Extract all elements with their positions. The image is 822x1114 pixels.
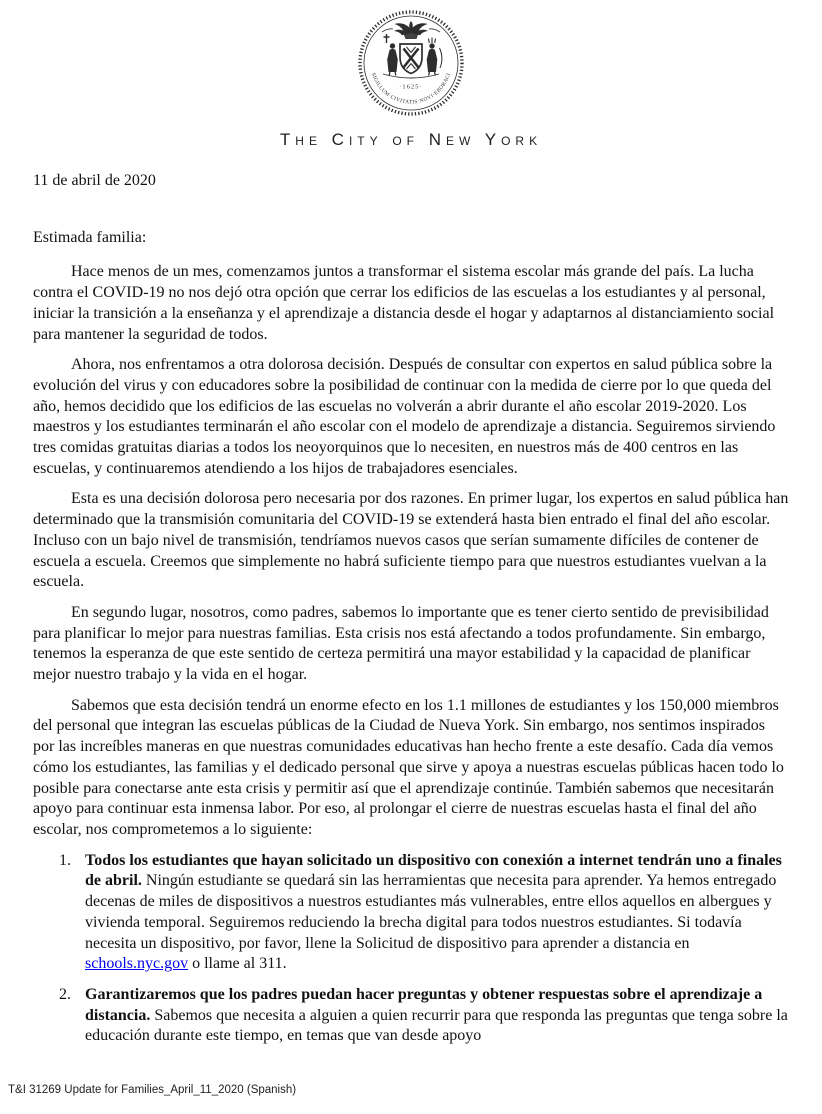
list-item-1-text: Ningún estudiante se quedará sin las herramientas que necesita para aprender. Ya hemos entregado decenas de miles de dispositivos a nuestros estudiantes más vulnerables, entre ellos aquellos en albergues y vivienda temporal. Seguiremos reduciendo la brecha digital para todos nuestros estudiantes. Si todavía necesita un dispositivo, por favor, llene la Solicitud de dispositivo para aprender a distancia en [85, 872, 777, 952]
list-item-1-text-after: o llame al 311. [188, 955, 287, 973]
salutation: Estimada familia: [33, 228, 147, 246]
nyc-seal-icon [356, 8, 466, 118]
seal-motto: SIGILLUM·CIVITATIS·NOVI·EBORACI [369, 72, 453, 106]
list-item-2 [59, 985, 789, 1047]
paragraph-2: Ahora, nos enfrentamos a otra dolorosa decisión. Después de consultar con expertos en salud pública sobre la evolución del virus y con educadores sobre la posibilidad de continuar con la medida de cierre por lo que queda del año, hemos decidido que los edificios de las escuelas no volverán a abrir durante el año escolar 2019-2020. Los maestros y los estudiantes terminarán el año escolar con el modelo de aprendizaje a distancia. Seguiremos sirviendo tres comidas gratuitas diarias a todos los neoyorquinos que lo necesiten, en nuestros más de 400 centros en las escuelas, y continuaremos atendiendo a los hijos de trabajadores esenciales. [33, 356, 776, 477]
org-title: The City of New York [279, 130, 543, 149]
seal-sailor-figure [384, 34, 398, 76]
seal-ground-line [383, 74, 439, 78]
paragraph-4: En segundo lugar, nosotros, como padres, sabemos lo importante que es tener cierto sentido de previsibilidad para planificar lo mejor para nuestras familias. Esta crisis nos está afectando a todos profundamente. Sin embargo, tenemos la esperanza de que este sentido de certeza permitirá una mayor estabilidad y la capacidad de planificar mejor nuestro trabajo y la vida en el hogar. [33, 603, 769, 684]
commitments-list [33, 851, 789, 1047]
paragraph-5: Sabemos que esta decisión tendrá un enorme efecto en los 1.1 millones de estudiantes y los 150,000 miembros del personal que integran las escuelas públicas de la Ciudad de Nueva York. Sin embargo, nos sentimos inspirados por las increíbles maneras en que nuestras comunidades educativas han hecho frente a este desafío. Cada día vemos cómo los estudiantes, las familias y el dedicado personal que sirve y apoya a nuestras escuelas públicas hacen todo lo posible para conectarse ante esta crisis y permitir así que el aprendizaje continúe. También sabemos que necesitarán apoyo para continuar esta inmensa labor. Por eso, al prolongar el cierre de nuestras escuelas hasta el final del año escolar, nos comprometemos a lo siguiente: [33, 696, 784, 838]
list-number-2: 2. [59, 985, 71, 1003]
list-item-1 [59, 851, 789, 975]
letter-date: 11 de abril de 2020 [33, 172, 156, 189]
seal-eagle-icon [394, 21, 428, 39]
seal-windmill-shield-icon [400, 44, 422, 74]
schools-nyc-gov-link[interactable]: schools.nyc.gov [85, 955, 189, 973]
seal-year: ·1625· [399, 83, 423, 91]
seal-container [0, 0, 822, 118]
list-item-2-text: Sabemos que necesita a alguien a quien recurrir para que responda las preguntas que tenga sobre la educación durante este tiempo, en temas que van desde apoyo [85, 1006, 788, 1045]
seal-native-figure [427, 38, 442, 76]
paragraph-3: Esta es una decisión dolorosa pero necesaria por dos razones. En primer lugar, los expertos en salud pública han determinado que la transmisión comunitaria del COVID-19 se extenderá hasta bien entrado el final del año escolar. Incluso con un bajo nivel de transmisión, tendríamos nuevos casos que serían sumamente difíciles de contener de escuela a escuela. Creemos que simplemente no habrá suficiente tiempo para que nuestros estudiantes vuelvan a la escuela. [33, 490, 789, 591]
list-item-1-bold: Todos los estudiantes que hayan solicitado un dispositivo con conexión a internet tendrán uno a finales de abril. [85, 851, 782, 890]
letter-body [0, 171, 822, 1047]
list-number-1: 1. [59, 851, 71, 869]
document-footer-label: T&I 31269 Update for Families_April_11_2020 (Spanish) [8, 1084, 297, 1096]
list-item-2-bold: Garantizaremos que los padres puedan hacer preguntas y obtener respuestas sobre el aprendizaje a distancia. [85, 985, 763, 1024]
paragraph-1: Hace menos de un mes, comenzamos juntos a transformar el sistema escolar más grande del país. La lucha contra el COVID-19 no nos dejó otra opción que cerrar los edificios de las escuelas a los estudiantes y al personal, iniciar la transición a la enseñanza y el aprendizaje a distancia desde el hogar y adaptarnos al distanciamiento social para mantener la seguridad de todos. [33, 263, 775, 343]
